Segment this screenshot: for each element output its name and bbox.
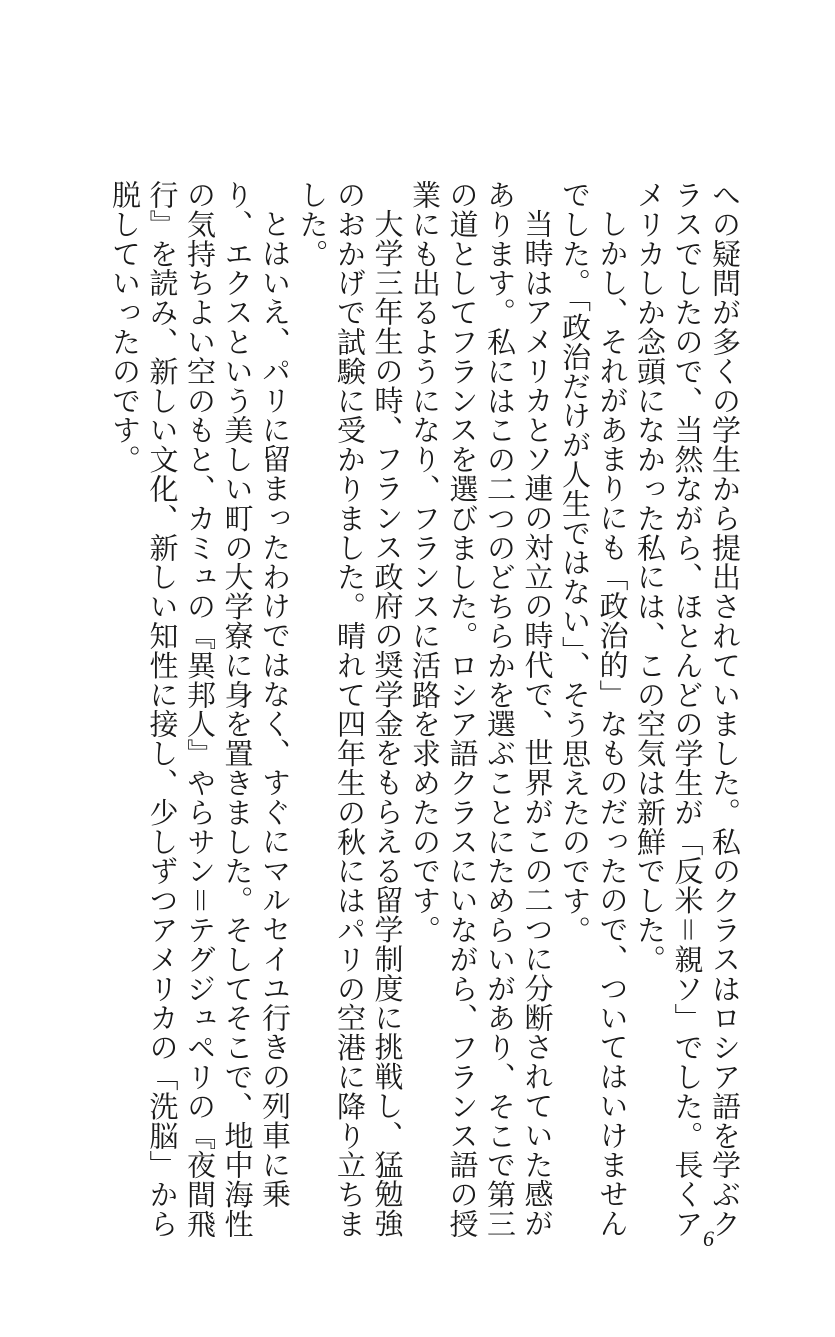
page-number: 6 xyxy=(703,1226,714,1251)
paragraph: とはいえ、パリに留まったわけではなく、すぐにマルセイユ行きの列車に乗り、エクスという美しい町の大学寮に身を置きました。そしてそこで、地中海性の気持ちよい空のもと、カミュの『異邦人』やらサン＝テグジュペリの『夜間飛行』を読み、新しい文化、新しい知性に接し、少しずつアメリカの「洗脳」から脱していったのです。 xyxy=(108,180,292,1239)
paragraph: 当時はアメリカとソ連の対立の時代で、世界がこの二つに分断されていた感があります。私にはこの二つのどちらかを選ぶことにためらいがあり、そこで第三の道としてフランスを選びました。ロシア語クラスにいながら、フランス語の授業にも出るようになり、フランスに活路を求めたのです。 xyxy=(408,180,555,1239)
paragraph: しかし、それがあまりにも「政治的」なものだったので、ついてはいけませんでした。「政治だけが人生ではない」、そう思えたのです。 xyxy=(558,180,630,1238)
paragraph: 大学三年生の時、フランス政府の奨学金をもらえる留学制度に挑戦し、猛勉強のおかげで試験に受かりました。晴れて四年生の秋にはパリの空港に降り立ちました。 xyxy=(295,180,405,1239)
vertical-text-body xyxy=(83,180,743,1240)
paragraph-continued: への疑問が多くの学生から提出されていました。私のクラスはロシア語を学ぶクラスでしたので、当然ながら、ほとんどの学生が「反米＝親ソ」でした。長くアメリカしか念頭になかった私には、この空気は新鮮でした。 xyxy=(633,180,742,1239)
